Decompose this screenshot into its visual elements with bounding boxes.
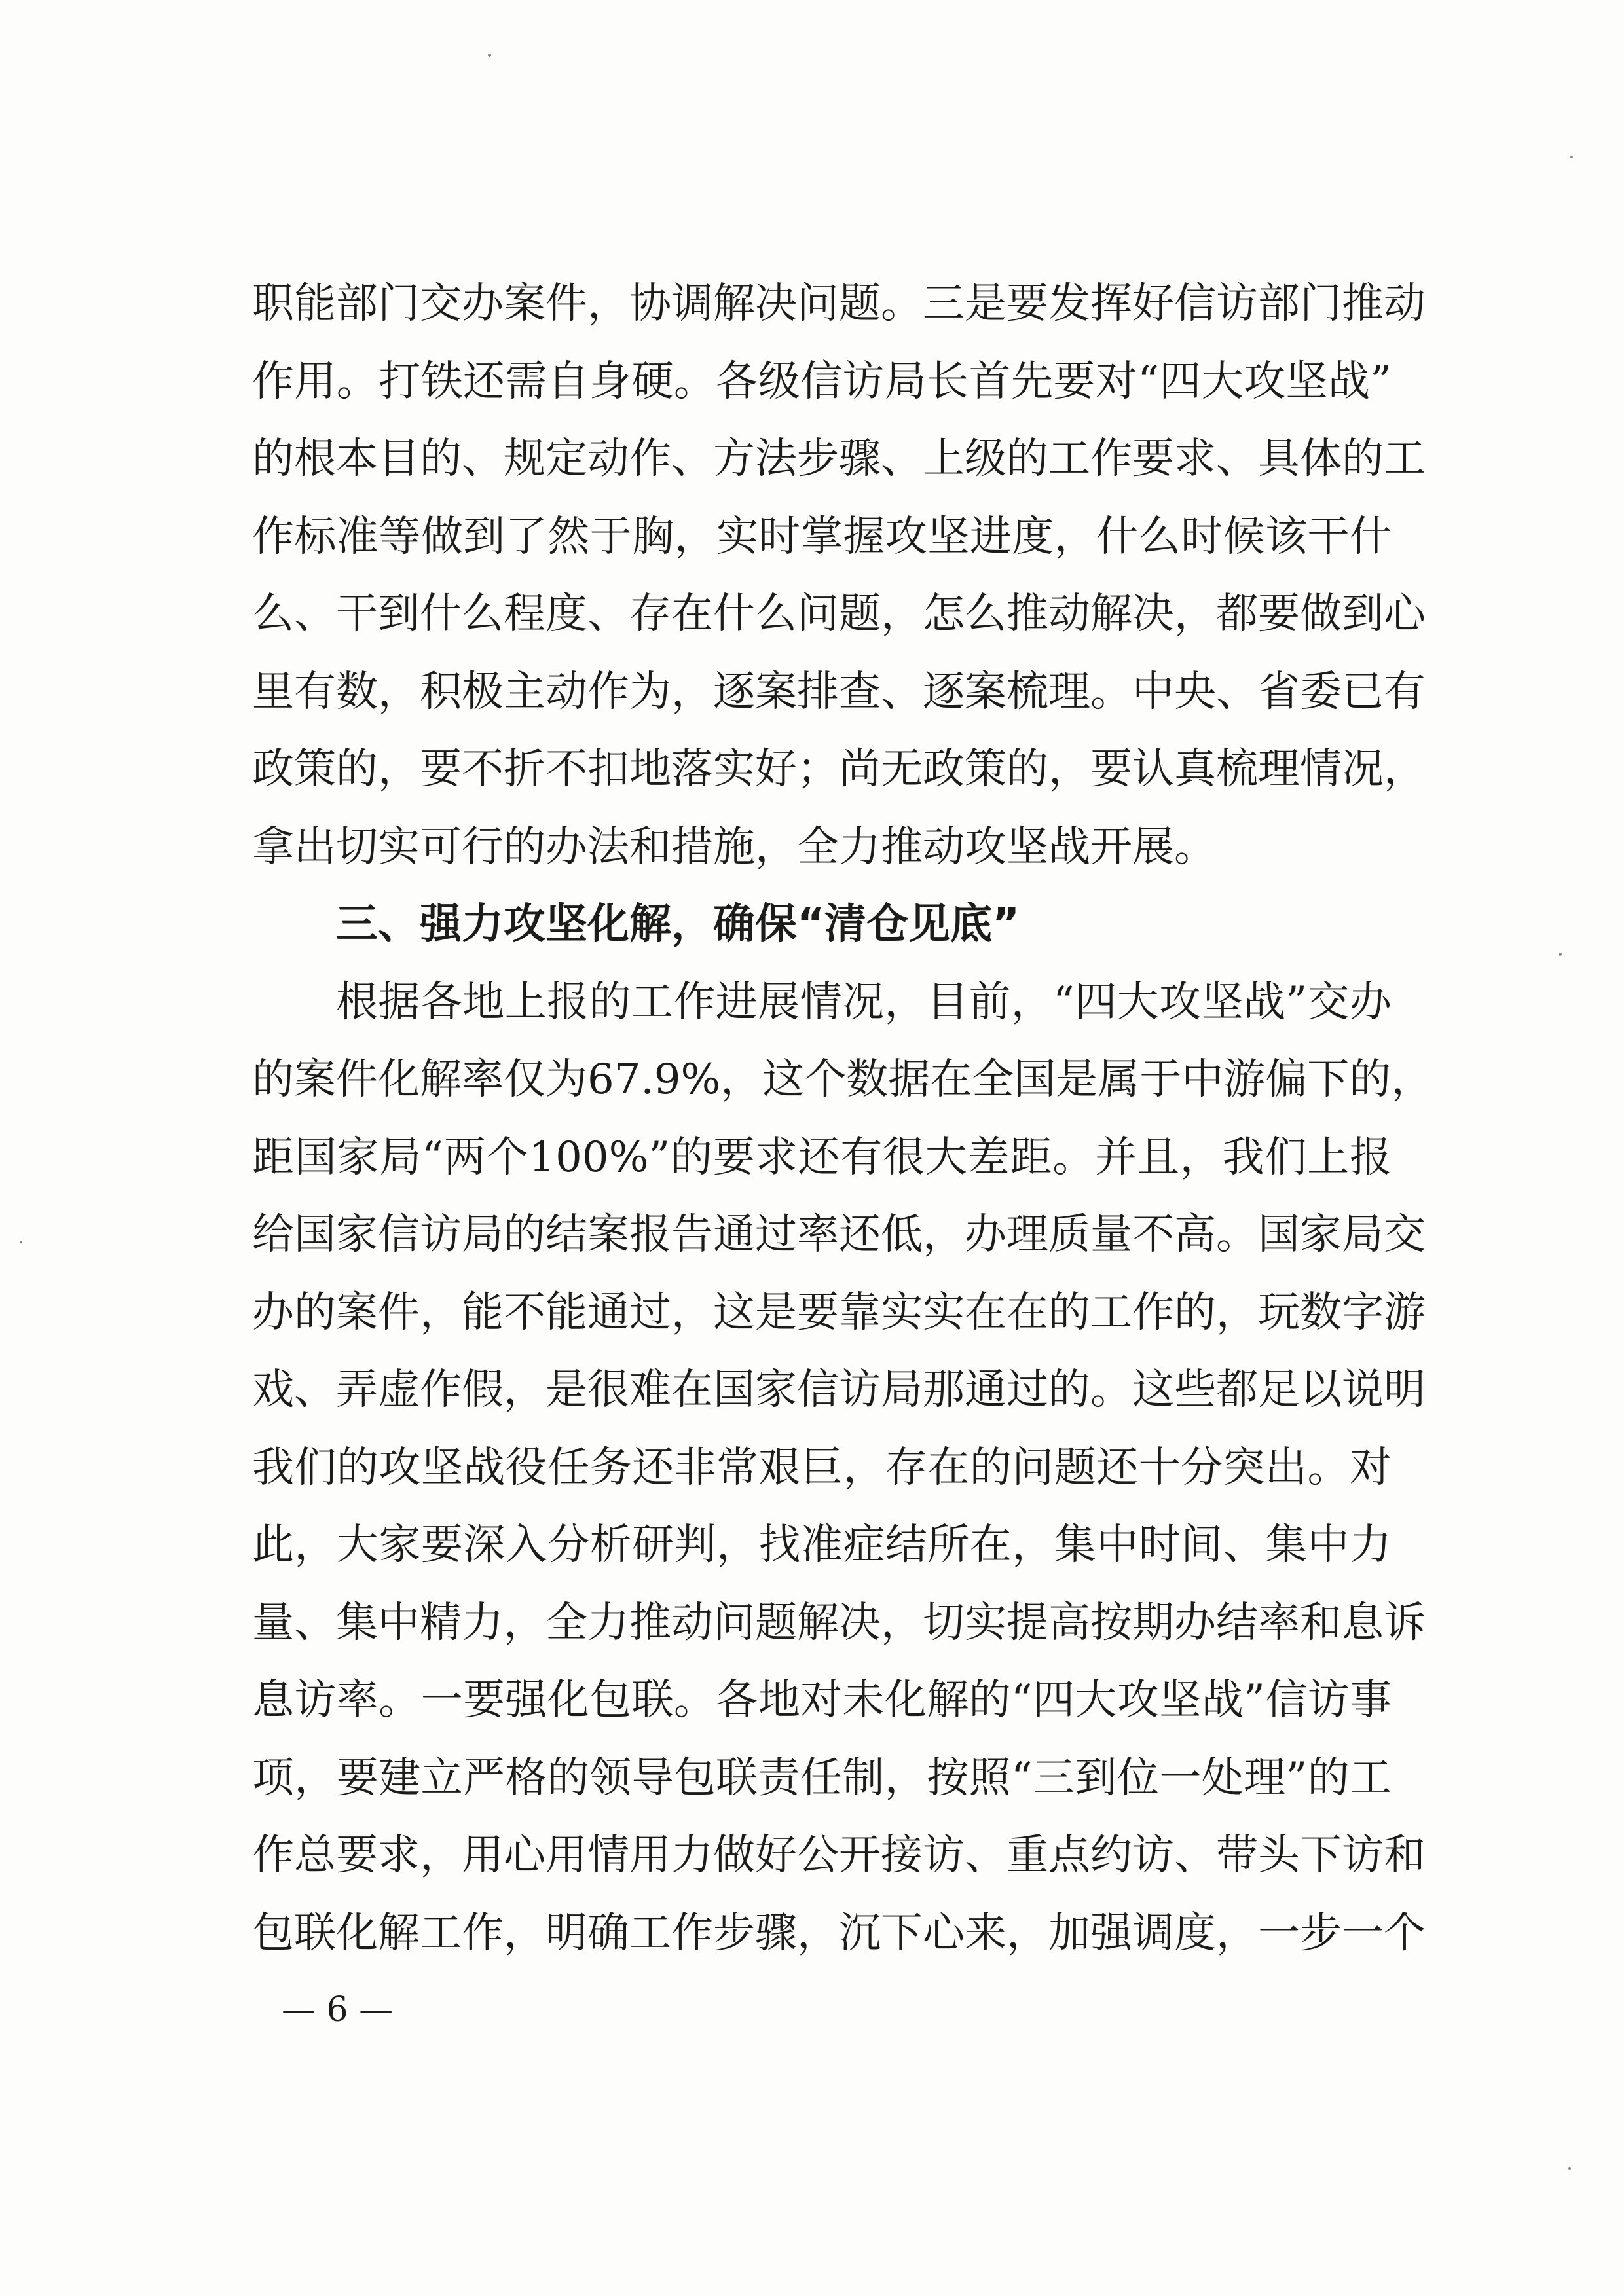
text-line: 拿出切实可行的办法和措施，全力推动攻坚战开展。 [252,822,1216,871]
text-line: 政策的，要不折不扣地落实好；尚无政策的，要认真梳理情况， [252,745,1426,793]
page-number: — 6 — [282,1990,394,2030]
text-line: 作用。打铁还需自身硬。各级信访局长首先要对“四大攻坚战” [252,357,1392,406]
text-line: 项，要建立严格的领导包联责任制，按照“三到位一处理”的工 [252,1753,1392,1802]
text-line: 么、干到什么程度、存在什么问题，怎么推动解决，都要做到心 [252,590,1426,638]
section-heading: 三、强力攻坚化解，确保“清仓见底” [336,900,1020,949]
text-line: 量、集中精力，全力推动问题解决，切实提高按期办结率和息诉 [252,1598,1426,1647]
text-line: 距国家局“两个100%”的要求还有很大差距。并且，我们上报 [252,1133,1392,1182]
text-line: 作总要求，用心用情用力做好公开接访、重点约访、带头下访和 [252,1831,1426,1880]
text-line: 职能部门交办案件，协调解决问题。三是要发挥好信访部门推动 [252,280,1426,328]
scan-speck [20,1241,22,1243]
text-line: 包联化解工作，明确工作步骤，沉下心来，加强调度，一步一个 [252,1908,1426,1958]
scan-speck [1568,2167,1571,2170]
text-line: 的案件化解率仅为67.9%，这个数据在全国是属于中游偏下的， [252,1055,1433,1104]
text-line: 戏、弄虚作假，是很难在国家信访局那通过的。这些都足以说明 [252,1366,1426,1414]
text-line: 里有数，积极主动作为，逐案排查、逐案梳理。中央、省委已有 [252,667,1426,716]
text-line: 办的案件，能不能通过，这是要靠实实在在的工作的，玩数字游 [252,1288,1426,1337]
scan-speck [1559,953,1562,956]
text-line: 根据各地上报的工作进展情况，目前，“四大攻坚战”交办 [336,977,1392,1027]
text-line: 的根本目的、规定动作、方法步骤、上级的工作要求、具体的工 [252,435,1426,483]
text-line: 作标准等做到了然于胸，实时掌握攻坚进度，什么时候该干什 [252,512,1392,561]
scan-speck [488,54,491,57]
text-line: 此，大家要深入分析研判，找准症结所在，集中时间、集中力 [252,1521,1392,1569]
scan-speck [1570,156,1573,158]
text-line: 息访率。一要强化包联。各地对未化解的“四大攻坚战”信访事 [252,1676,1392,1724]
text-line: 给国家信访局的结案报告通过率还低，办理质量不高。国家局交 [252,1211,1426,1259]
text-line: 我们的攻坚战役任务还非常艰巨，存在的问题还十分突出。对 [252,1443,1392,1492]
body-text [252,265,1433,1972]
